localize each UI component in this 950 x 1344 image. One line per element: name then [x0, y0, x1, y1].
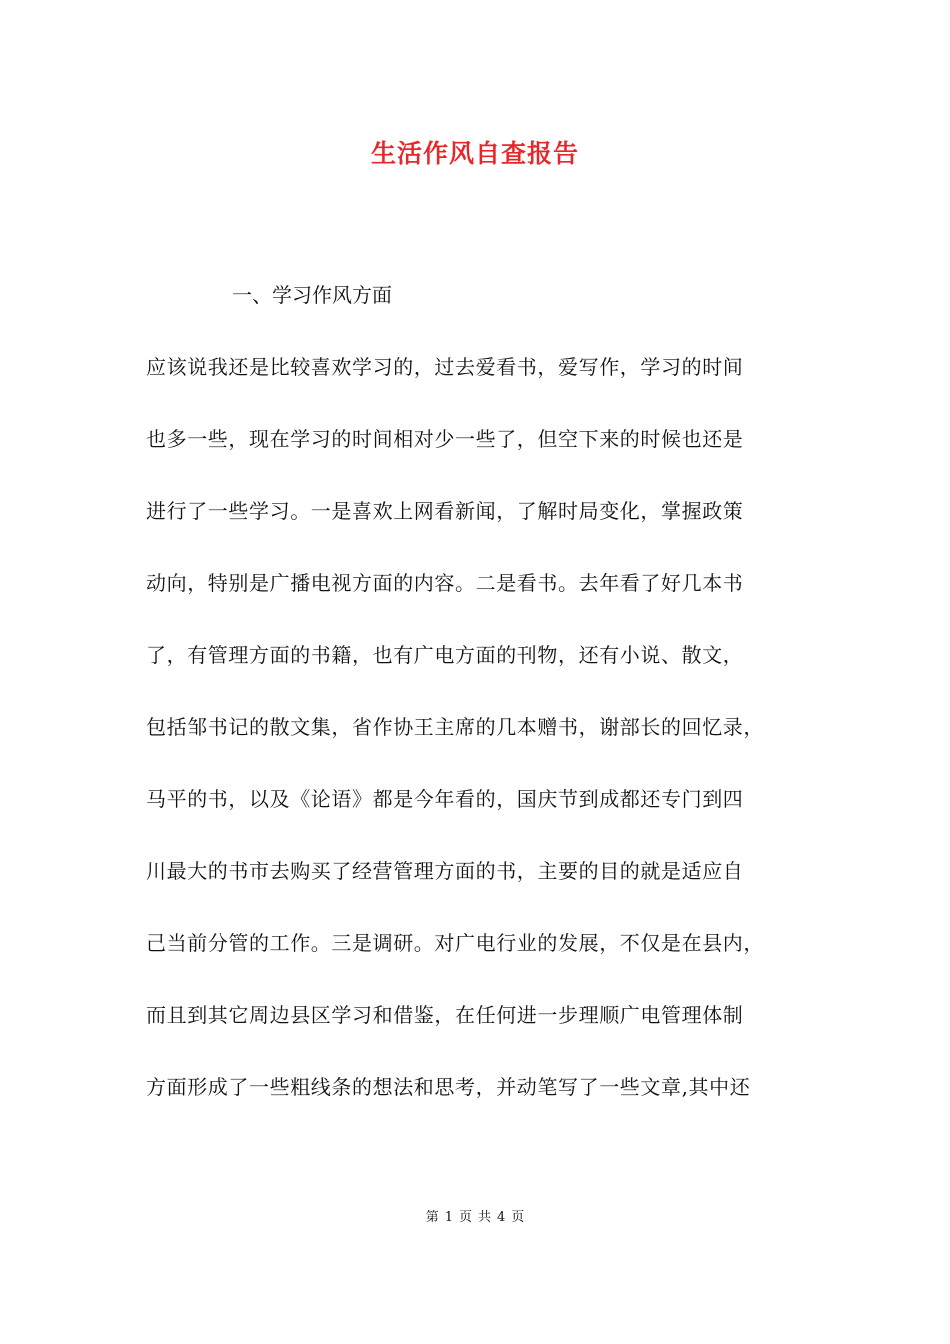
body-line: 包括邹书记的散文集，省作协王主席的几本赠书，谢部长的回忆录， [146, 715, 764, 739]
body-line: 而且到其它周边县区学习和借鉴，在任何进一步理顺广电管理体制 [146, 1003, 744, 1027]
footer-suffix: 页 [511, 1210, 525, 1225]
body-line: 动向，特别是广播电视方面的内容。二是看书。去年看了好几本书 [146, 571, 744, 595]
body-line: 川最大的书市去购买了经营管理方面的书，主要的目的就是适应自 [146, 859, 744, 883]
body-line: 方面形成了一些粗线条的想法和思考，并动笔写了一些文章,其中还 [146, 1075, 751, 1099]
body-line: 了，有管理方面的书籍，也有广电方面的刊物，还有小说、散文， [146, 643, 744, 667]
page-footer [0, 1208, 950, 1228]
document-title: 生活作风自查报告 [370, 139, 579, 168]
body-text [146, 350, 846, 1142]
body-line: 己当前分管的工作。三是调研。对广电行业的发展，不仅是在县内， [146, 931, 764, 955]
body-line: 也多一些，现在学习的时间相对少一些了，但空下来的时候也还是 [146, 427, 744, 451]
body-line: 应该说我还是比较喜欢学习的，过去爱看书，爱写作，学习的时间 [146, 355, 744, 379]
body-line: 进行了一些学习。一是喜欢上网看新闻，了解时局变化，掌握政策 [146, 499, 744, 523]
footer-total-pages: 4 [497, 1210, 506, 1225]
footer-prefix: 第 [425, 1210, 439, 1225]
body-line: 马平的书，以及《论语》都是今年看的，国庆节到成都还专门到四 [146, 787, 744, 811]
footer-current-page: 1 [444, 1210, 453, 1225]
section-heading: 一、学习作风方面 [232, 283, 392, 307]
footer-total-prefix: 共 [478, 1210, 492, 1225]
footer-page-word: 页 [458, 1210, 472, 1225]
